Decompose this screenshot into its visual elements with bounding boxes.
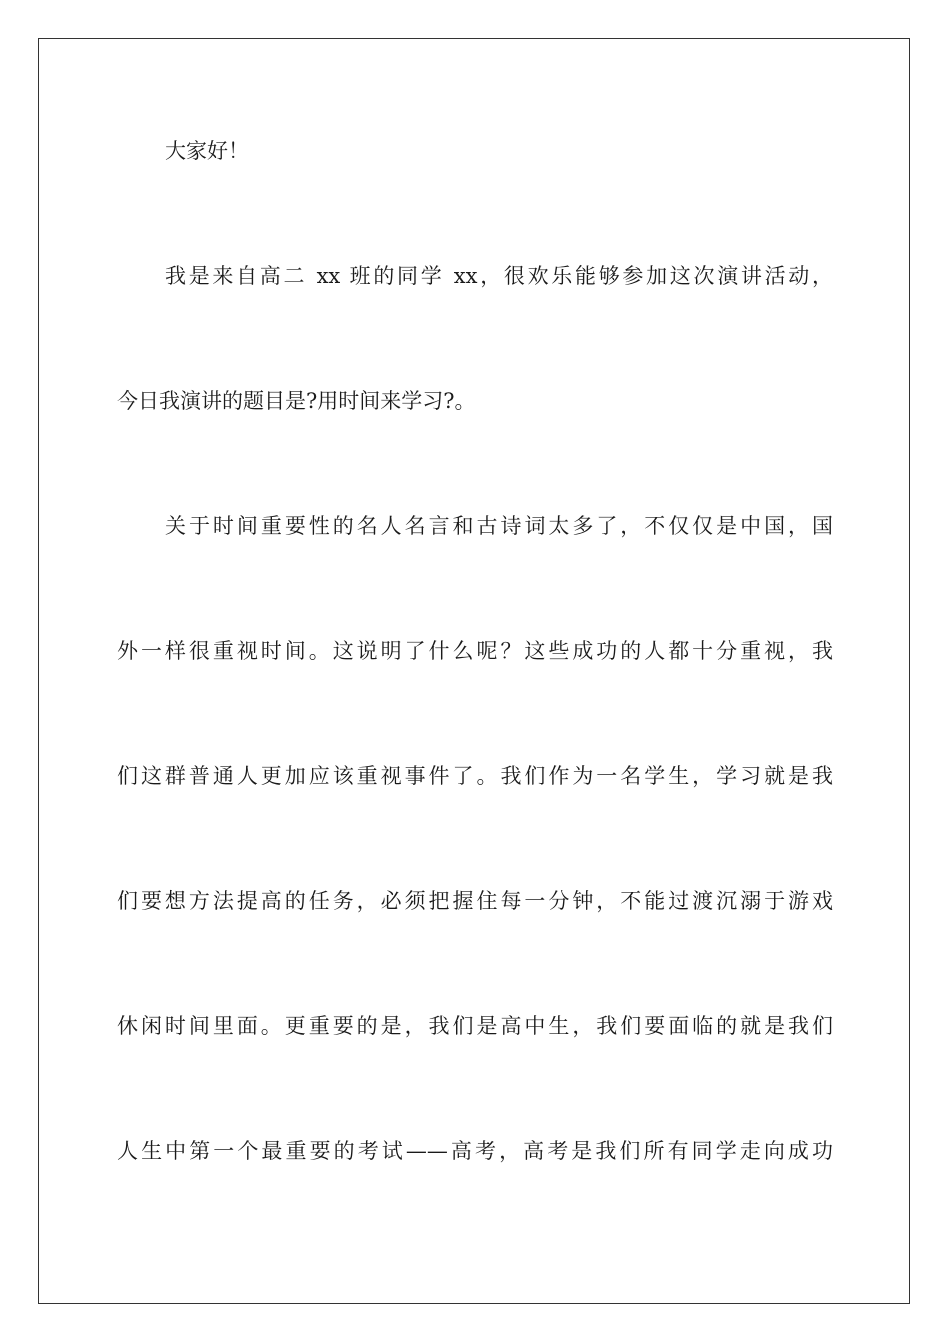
greeting-line: 大家好！ [165,139,249,163]
paragraph-line: 关于时间重要性的名人名言和古诗词太多了，不仅仅是中国，国 [165,514,833,538]
paragraph-line: 人生中第一个最重要的考试——高考，高考是我们所有同学走向成功 [117,1139,833,1163]
page-border [38,38,910,1304]
paragraph-line: 休闲时间里面。更重要的是，我们是高中生，我们要面临的就是我们 [117,1014,833,1038]
paragraph-line: 我是来自高二 xx 班的同学 xx，很欢乐能够参加这次演讲活动， [165,264,833,288]
paragraph-line: 今日我演讲的题目是?用时间来学习?。 [117,389,476,413]
paragraph-line: 外一样很重视时间。这说明了什么呢？这些成功的人都十分重视，我 [117,639,833,663]
paragraph-line: 们要想方法提高的任务，必须把握住每一分钟，不能过渡沉溺于游戏 [117,889,833,913]
paragraph-line: 们这群普通人更加应该重视事件了。我们作为一名学生，学习就是我 [117,764,833,788]
